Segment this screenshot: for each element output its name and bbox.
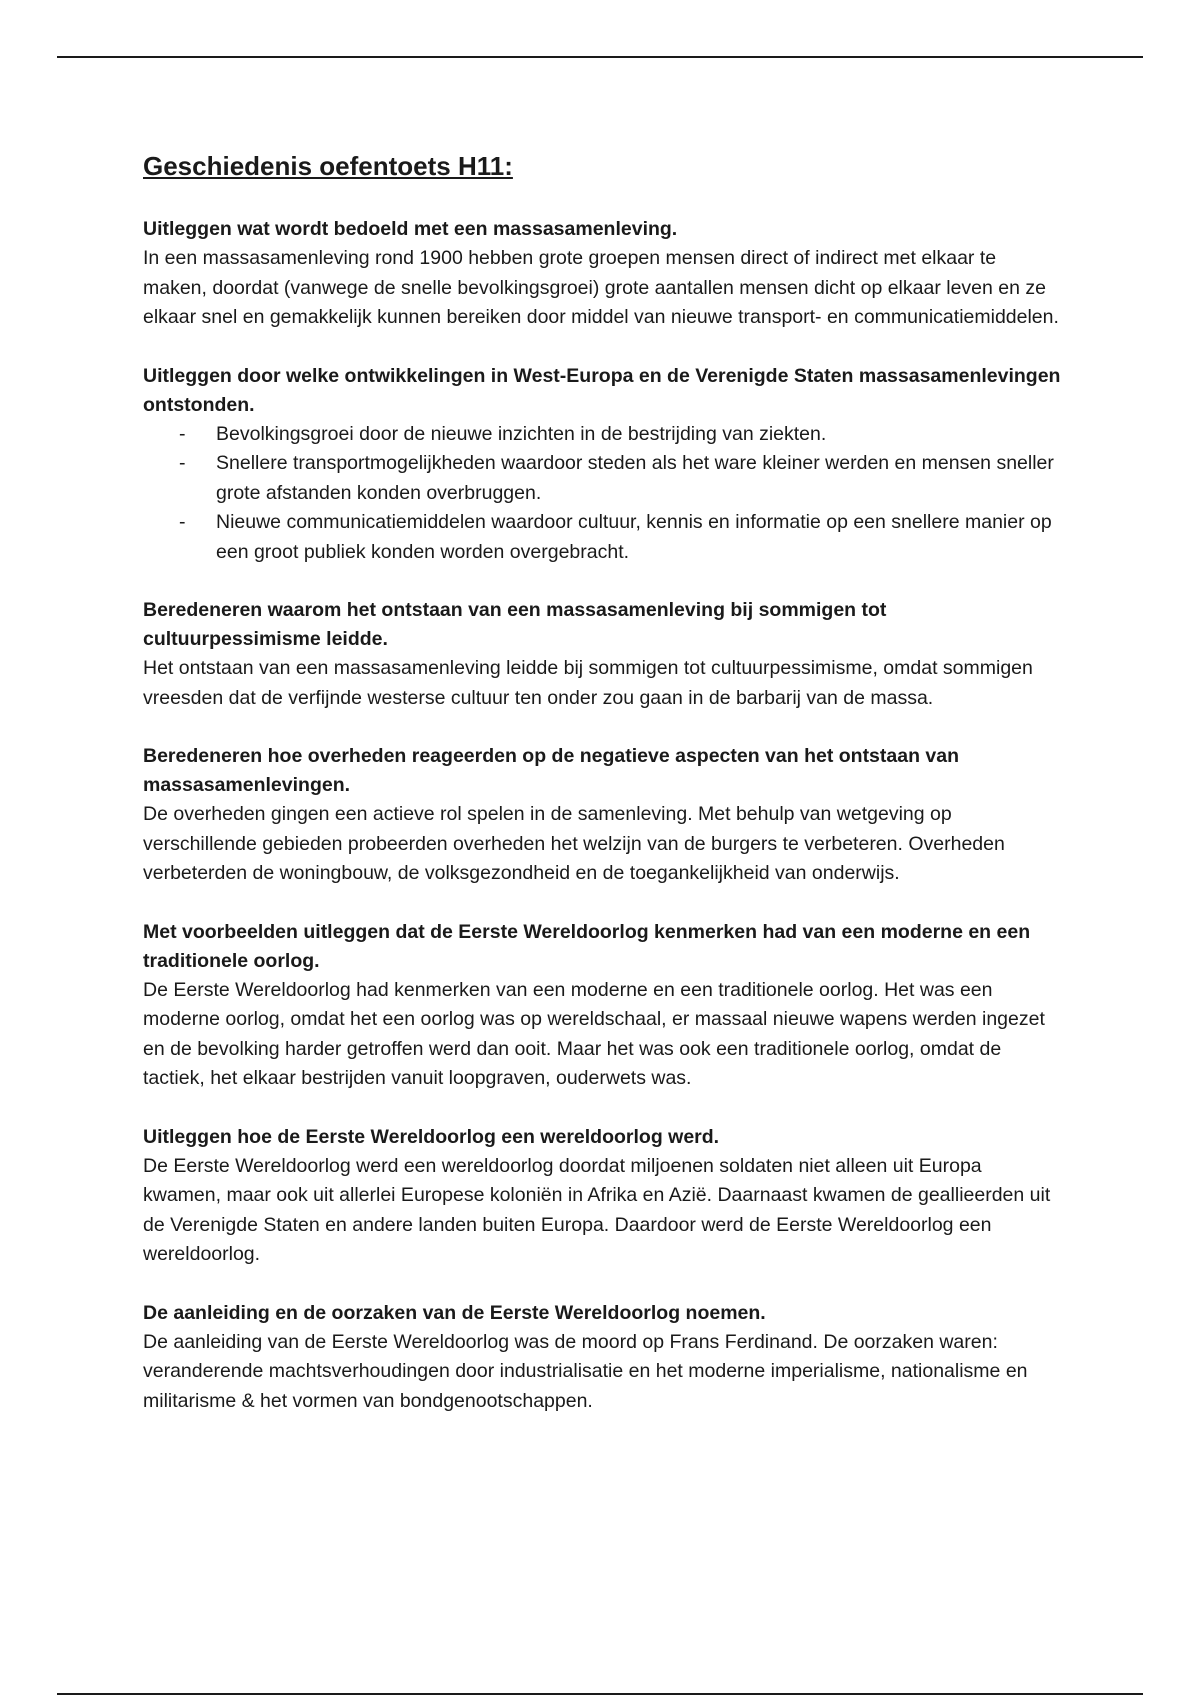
answer-text: De Eerste Wereldoorlog had kenmerken van een moderne en een traditionele oorlog. Het was een moderne oorlog, omdat het een oorlog was op wereldschaal, er massaal nieuwe wapens werden ingezet en de bevolking harder getroffen werd dan ooit. Maar het was ook een traditionele oorlog, omdat de tactiek, het elkaar bestrijden vanuit loopgraven, ouderwets was.: [143, 978, 1045, 1089]
question-heading: Met voorbeelden uitleggen dat de Eerste Wereldoorlog kenmerken had van een moderne en een traditionele oorlog.: [143, 920, 1031, 972]
bullet-list: [143, 420, 1063, 568]
list-item-text: Nieuwe communicatiemiddelen waardoor cultuur, kennis en informatie op een snellere manier op een groot publiek konden worden overgebracht.: [216, 511, 1052, 563]
section-ontwikkelingen: [143, 362, 1063, 568]
list-item-text: Snellere transportmogelijkheden waardoor steden als het ware kleiner werden en mensen sneller grote afstanden konden overbruggen.: [216, 452, 1054, 504]
list-item: [179, 508, 1063, 567]
section-cultuurpessimisme: [143, 596, 1063, 713]
bottom-rule: [57, 1693, 1143, 1695]
answer-text: De aanleiding van de Eerste Wereldoorlog was de moord op Frans Ferdinand. De oorzaken waren: veranderende machtsverhoudingen door industrialisatie en het moderne imperialisme, nationalisme en militarisme & het vormen van bondgenootschappen.: [143, 1330, 1028, 1412]
top-rule: [57, 56, 1143, 58]
question-heading: De aanleiding en de oorzaken van de Eerste Wereldoorlog noemen.: [143, 1301, 766, 1324]
question-heading: Beredeneren hoe overheden reageerden op de negatieve aspecten van het ontstaan van massasamenlevingen.: [143, 745, 960, 796]
section-massasamenleving: [143, 215, 1063, 333]
answer-text: In een massasamenleving rond 1900 hebben grote groepen mensen direct of indirect met elkaar te maken, doordat (vanwege de snelle bevolkingsgroei) grote aantallen mensen dicht op elkaar leven en ze elkaar snel en gemakkelijk kunnen bereiken door middel van nieuwe transport- en communicatiemiddelen.: [143, 247, 1059, 328]
section-aanleiding-oorzaken: [143, 1299, 1063, 1417]
question-heading: Beredeneren waarom het ontstaan van een massasamenleving bij sommigen tot cultuurpessimisme leidde.: [143, 599, 887, 650]
dash-bullet: -: [179, 511, 186, 533]
list-item: [179, 449, 1063, 508]
page-title: Geschiedenis oefentoets H11:: [143, 151, 513, 181]
list-item-text: Bevolkingsgroei door de nieuwe inzichten in de bestrijding van ziekten.: [216, 422, 827, 445]
answer-text: De Eerste Wereldoorlog werd een wereldoorlog doordat miljoenen soldaten niet alleen uit Europa kwamen, maar ook uit allerlei Europese koloniën in Afrika en Azië. Daarnaast kwamen de geallieerden uit de Verenigde Staten en andere landen buiten Europa. Daardoor werd de Eerste Wereldoorlog een wereldoorlog.: [143, 1154, 1051, 1265]
question-heading: Uitleggen hoe de Eerste Wereldoorlog een wereldoorlog werd.: [143, 1125, 720, 1148]
answer-text: De overheden gingen een actieve rol spelen in de samenleving. Met behulp van wetgeving op verschillende gebieden probeerden overheden het welzijn van de burgers te verbeteren. Overheden verbeterden de woningbouw, de volksgezondheid en de toegankelijkheid van onderwijs.: [143, 803, 1005, 884]
dash-bullet: -: [179, 422, 186, 445]
answer-text: Het ontstaan van een massasamenleving leidde bij sommigen tot cultuurpessimisme, omdat sommigen vreesden dat de verfijnde westerse cultuur ten onder zou gaan in de barbarij van de massa.: [143, 657, 1033, 709]
section-wereldoorlog: [143, 1123, 1063, 1270]
dash-bullet: -: [179, 452, 186, 474]
question-heading: Uitleggen door welke ontwikkelingen in West-Europa en de Verenigde Staten massasamenlevingen ontstonden.: [143, 364, 1061, 416]
question-heading: Uitleggen wat wordt bedoeld met een massasamenleving.: [143, 218, 678, 240]
section-moderne-oorlog: [143, 918, 1063, 1094]
section-overheden: [143, 742, 1063, 889]
document-body: [143, 140, 1063, 1416]
list-item: [179, 420, 1063, 450]
